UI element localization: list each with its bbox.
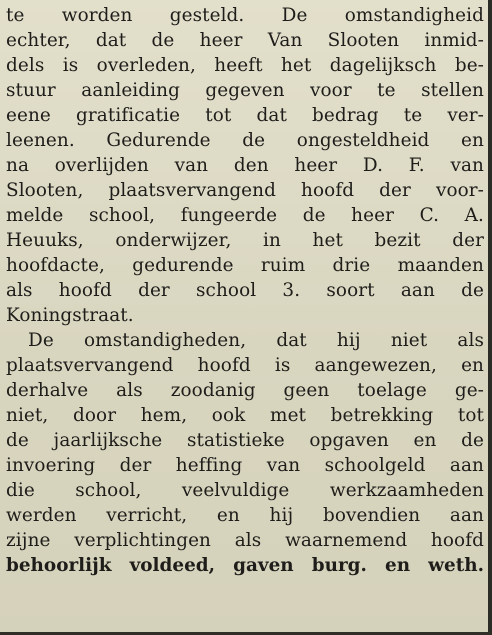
- text-line: die school, veelvuldige werkzaamheden: [6, 480, 484, 501]
- text-line: behoorlijk voldeed, gaven burg. en weth.: [6, 555, 484, 576]
- text-line: Heuuks, onderwijzer, in het bezit der: [6, 230, 484, 251]
- text-line: plaatsvervangend hoofd is aangewezen, en: [6, 355, 484, 376]
- paragraph-1: [6, 3, 484, 328]
- text-line: niet, door hem, ook met betrekking tot: [6, 405, 484, 426]
- text-line: invoering der heffing van schoolgeld aan: [6, 455, 484, 476]
- text-line: eene gratificatie tot dat bedrag te ver-: [6, 105, 484, 126]
- text-line: derhalve als zoodanig geen toelage ge-: [6, 380, 484, 401]
- scan-edge-right: [488, 0, 492, 635]
- text-line: stuur aanleiding gegeven voor te stellen: [6, 80, 484, 101]
- text-line: hoofdacte, gedurende ruim drie maanden: [6, 255, 484, 276]
- text-line: zijne verplichtingen als waarnemend hoofd: [6, 530, 484, 551]
- text-line: leenen. Gedurende de ongesteldheid en: [6, 130, 484, 151]
- text-line: Slooten, plaatsvervangend hoofd der voor-: [6, 180, 484, 201]
- text-line: Koningstraat.: [6, 305, 134, 326]
- paragraph-2: [6, 328, 484, 578]
- text-line: De omstandigheden, dat hij niet als: [28, 330, 484, 351]
- text-line: dels is overleden, heeft het dagelijksch be-: [6, 55, 484, 76]
- text-line: echter, dat de heer Van Slooten inmid-: [6, 30, 484, 51]
- text-line: werden verricht, en hij bovendien aan: [6, 505, 484, 526]
- text-line: als hoofd der school 3. soort aan de: [6, 280, 484, 301]
- text-line: na overlijden van den heer D. F. van: [6, 155, 484, 176]
- text-line: te worden gesteld. De omstandigheid: [6, 5, 484, 26]
- text-line: melde school, fungeerde de heer C. A.: [6, 205, 484, 226]
- text-line: de jaarlijksche statistieke opgaven en de: [6, 430, 484, 451]
